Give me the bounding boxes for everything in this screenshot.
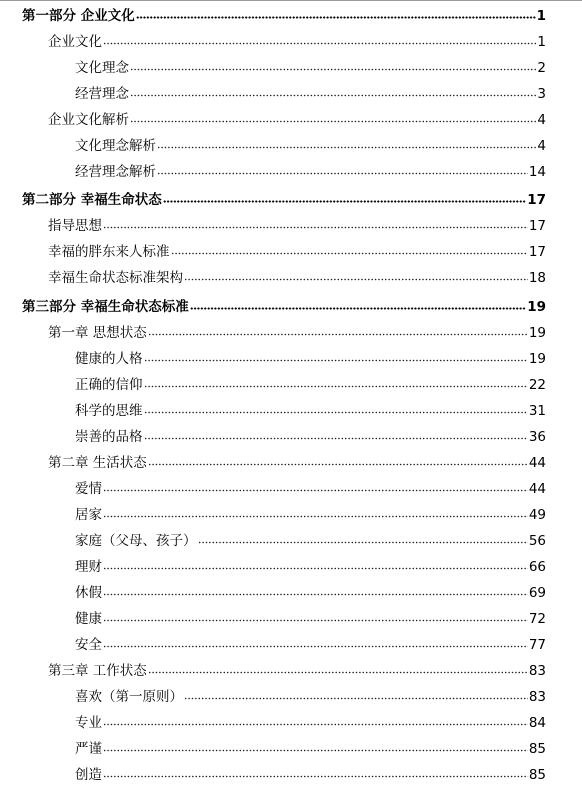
toc-entry-section[interactable] [48, 32, 546, 52]
toc-entry-title: 幸福的胖东来人标准 [48, 244, 170, 260]
toc-entry-page: 77 [528, 637, 546, 653]
toc-entry-title: 第一部分 企业文化 [22, 8, 135, 24]
toc-entry-page: 14 [528, 164, 546, 180]
dot-leader [103, 593, 528, 599]
dot-leader [148, 671, 528, 677]
toc-entry-page: 17 [527, 192, 546, 208]
toc-entry-title: 指导思想 [48, 218, 102, 234]
toc-entry-page: 44 [528, 455, 546, 471]
toc-entry-subsection[interactable] [75, 349, 546, 369]
toc-entry-page: 22 [528, 377, 546, 393]
dot-leader [103, 619, 528, 625]
toc-entry-subsection[interactable] [75, 583, 546, 603]
toc-entry-section[interactable] [48, 242, 546, 262]
toc-entry-title: 企业文化解析 [48, 112, 129, 128]
toc-entry-page: 44 [528, 481, 546, 497]
toc-entry-part-2[interactable] [22, 190, 546, 210]
dot-leader [157, 172, 528, 178]
toc-entry-title: 健康的人格 [75, 351, 143, 367]
toc-entry-title: 第三章 工作状态 [48, 663, 147, 679]
toc-entry-page: 19 [528, 325, 546, 341]
toc-entry-title: 文化理念 [75, 60, 129, 76]
toc-entry-title: 居家 [75, 507, 102, 523]
toc-entry-chapter[interactable] [48, 661, 546, 681]
toc-entry-title: 文化理念解析 [75, 138, 156, 154]
toc-entry-chapter[interactable] [48, 453, 546, 473]
toc-entry-title: 理财 [75, 559, 102, 575]
dot-leader [184, 697, 528, 703]
dot-leader [144, 437, 528, 443]
dot-leader [144, 385, 528, 391]
toc-entry-part-3[interactable] [22, 297, 546, 317]
toc-entry-title: 喜欢（第一原则） [75, 689, 183, 705]
toc-entry-part-1[interactable] [22, 6, 546, 26]
toc-entry-section[interactable] [48, 110, 546, 130]
dot-leader [171, 252, 528, 258]
dot-leader [130, 94, 536, 100]
toc-entry-page: 3 [537, 86, 546, 102]
toc-entry-section[interactable] [48, 216, 546, 236]
toc-entry-subsection[interactable] [75, 687, 546, 707]
dot-leader [103, 775, 528, 781]
dot-leader [130, 68, 536, 74]
toc-entry-page: 66 [528, 559, 546, 575]
toc-entry-title: 科学的思维 [75, 403, 143, 419]
toc-entry-title: 家庭（父母、孩子） [75, 533, 197, 549]
toc-entry-subsection[interactable] [75, 531, 546, 551]
dot-leader [103, 567, 528, 573]
toc-entry-page: 18 [528, 270, 546, 286]
dot-leader [130, 120, 536, 126]
dot-leader [103, 645, 528, 651]
dot-leader [144, 359, 528, 365]
dot-leader [103, 42, 536, 48]
toc-entry-title: 企业文化 [48, 34, 102, 50]
toc-entry-title: 严谨 [75, 741, 102, 757]
toc-entry-page: 17 [528, 244, 546, 260]
dot-leader [136, 16, 536, 22]
toc-entry-title: 第三部分 幸福生命状态标准 [22, 299, 189, 315]
dot-leader [184, 278, 528, 284]
dot-leader [103, 723, 528, 729]
toc-entry-page: 85 [528, 767, 546, 783]
dot-leader [144, 411, 528, 417]
toc-entry-subsection[interactable] [75, 136, 546, 156]
toc-entry-title: 休假 [75, 585, 102, 601]
toc-entry-page: 56 [528, 533, 546, 549]
toc-entry-subsection[interactable] [75, 479, 546, 499]
toc-entry-subsection[interactable] [75, 427, 546, 447]
toc-entry-subsection[interactable] [75, 375, 546, 395]
dot-leader [157, 146, 536, 152]
toc-entry-title: 正确的信仰 [75, 377, 143, 393]
dot-leader [103, 515, 528, 521]
toc-entry-page: 4 [537, 112, 546, 128]
toc-entry-page: 4 [537, 138, 546, 154]
toc-entry-page: 2 [537, 60, 546, 76]
toc-entry-subsection[interactable] [75, 505, 546, 525]
toc-entry-page: 83 [528, 689, 546, 705]
toc-entry-page: 49 [528, 507, 546, 523]
toc-entry-page: 72 [528, 611, 546, 627]
toc-entry-subsection[interactable] [75, 739, 546, 759]
toc-entry-chapter[interactable] [48, 323, 546, 343]
toc-entry-subsection[interactable] [75, 84, 546, 104]
toc-entry-title: 安全 [75, 637, 102, 653]
toc-entry-subsection[interactable] [75, 713, 546, 733]
toc-entry-title: 崇善的品格 [75, 429, 143, 445]
toc-entry-page: 1 [536, 8, 546, 24]
toc-entry-subsection[interactable] [75, 401, 546, 421]
toc-entry-title: 第一章 思想状态 [48, 325, 147, 341]
toc-entry-page: 83 [528, 663, 546, 679]
dot-leader [190, 307, 527, 313]
toc-entry-page: 69 [528, 585, 546, 601]
dot-leader [103, 226, 528, 232]
toc-entry-page: 31 [528, 403, 546, 419]
dot-leader [148, 333, 528, 339]
toc-entry-subsection[interactable] [75, 162, 546, 182]
toc-entry-page: 19 [528, 351, 546, 367]
dot-leader [148, 463, 528, 469]
toc-entry-title: 经营理念 [75, 86, 129, 102]
toc-entry-title: 经营理念解析 [75, 164, 156, 180]
toc-entry-title: 爱情 [75, 481, 102, 497]
toc-entry-subsection[interactable] [75, 557, 546, 577]
dot-leader [103, 489, 528, 495]
toc-entry-page: 17 [528, 218, 546, 234]
toc-entry-subsection[interactable] [75, 58, 546, 78]
toc-entry-page: 19 [527, 299, 546, 315]
toc-entry-page: 36 [528, 429, 546, 445]
toc-entry-title: 第二章 生活状态 [48, 455, 147, 471]
toc-entry-title: 专业 [75, 715, 102, 731]
toc-entry-subsection[interactable] [75, 609, 546, 629]
dot-leader [103, 749, 528, 755]
toc-entry-title: 第二部分 幸福生命状态 [22, 192, 162, 208]
toc-entry-section[interactable] [48, 268, 546, 288]
toc-entry-title: 创造 [75, 767, 102, 783]
toc-entry-subsection[interactable] [75, 635, 546, 655]
toc-entry-title: 健康 [75, 611, 102, 627]
dot-leader [163, 200, 527, 206]
dot-leader [198, 541, 528, 547]
toc-entry-page: 84 [528, 715, 546, 731]
toc-entry-page: 1 [537, 34, 546, 50]
toc-entry-page: 85 [528, 741, 546, 757]
toc-entry-subsection[interactable] [75, 765, 546, 785]
toc-entry-title: 幸福生命状态标准架构 [48, 270, 183, 286]
